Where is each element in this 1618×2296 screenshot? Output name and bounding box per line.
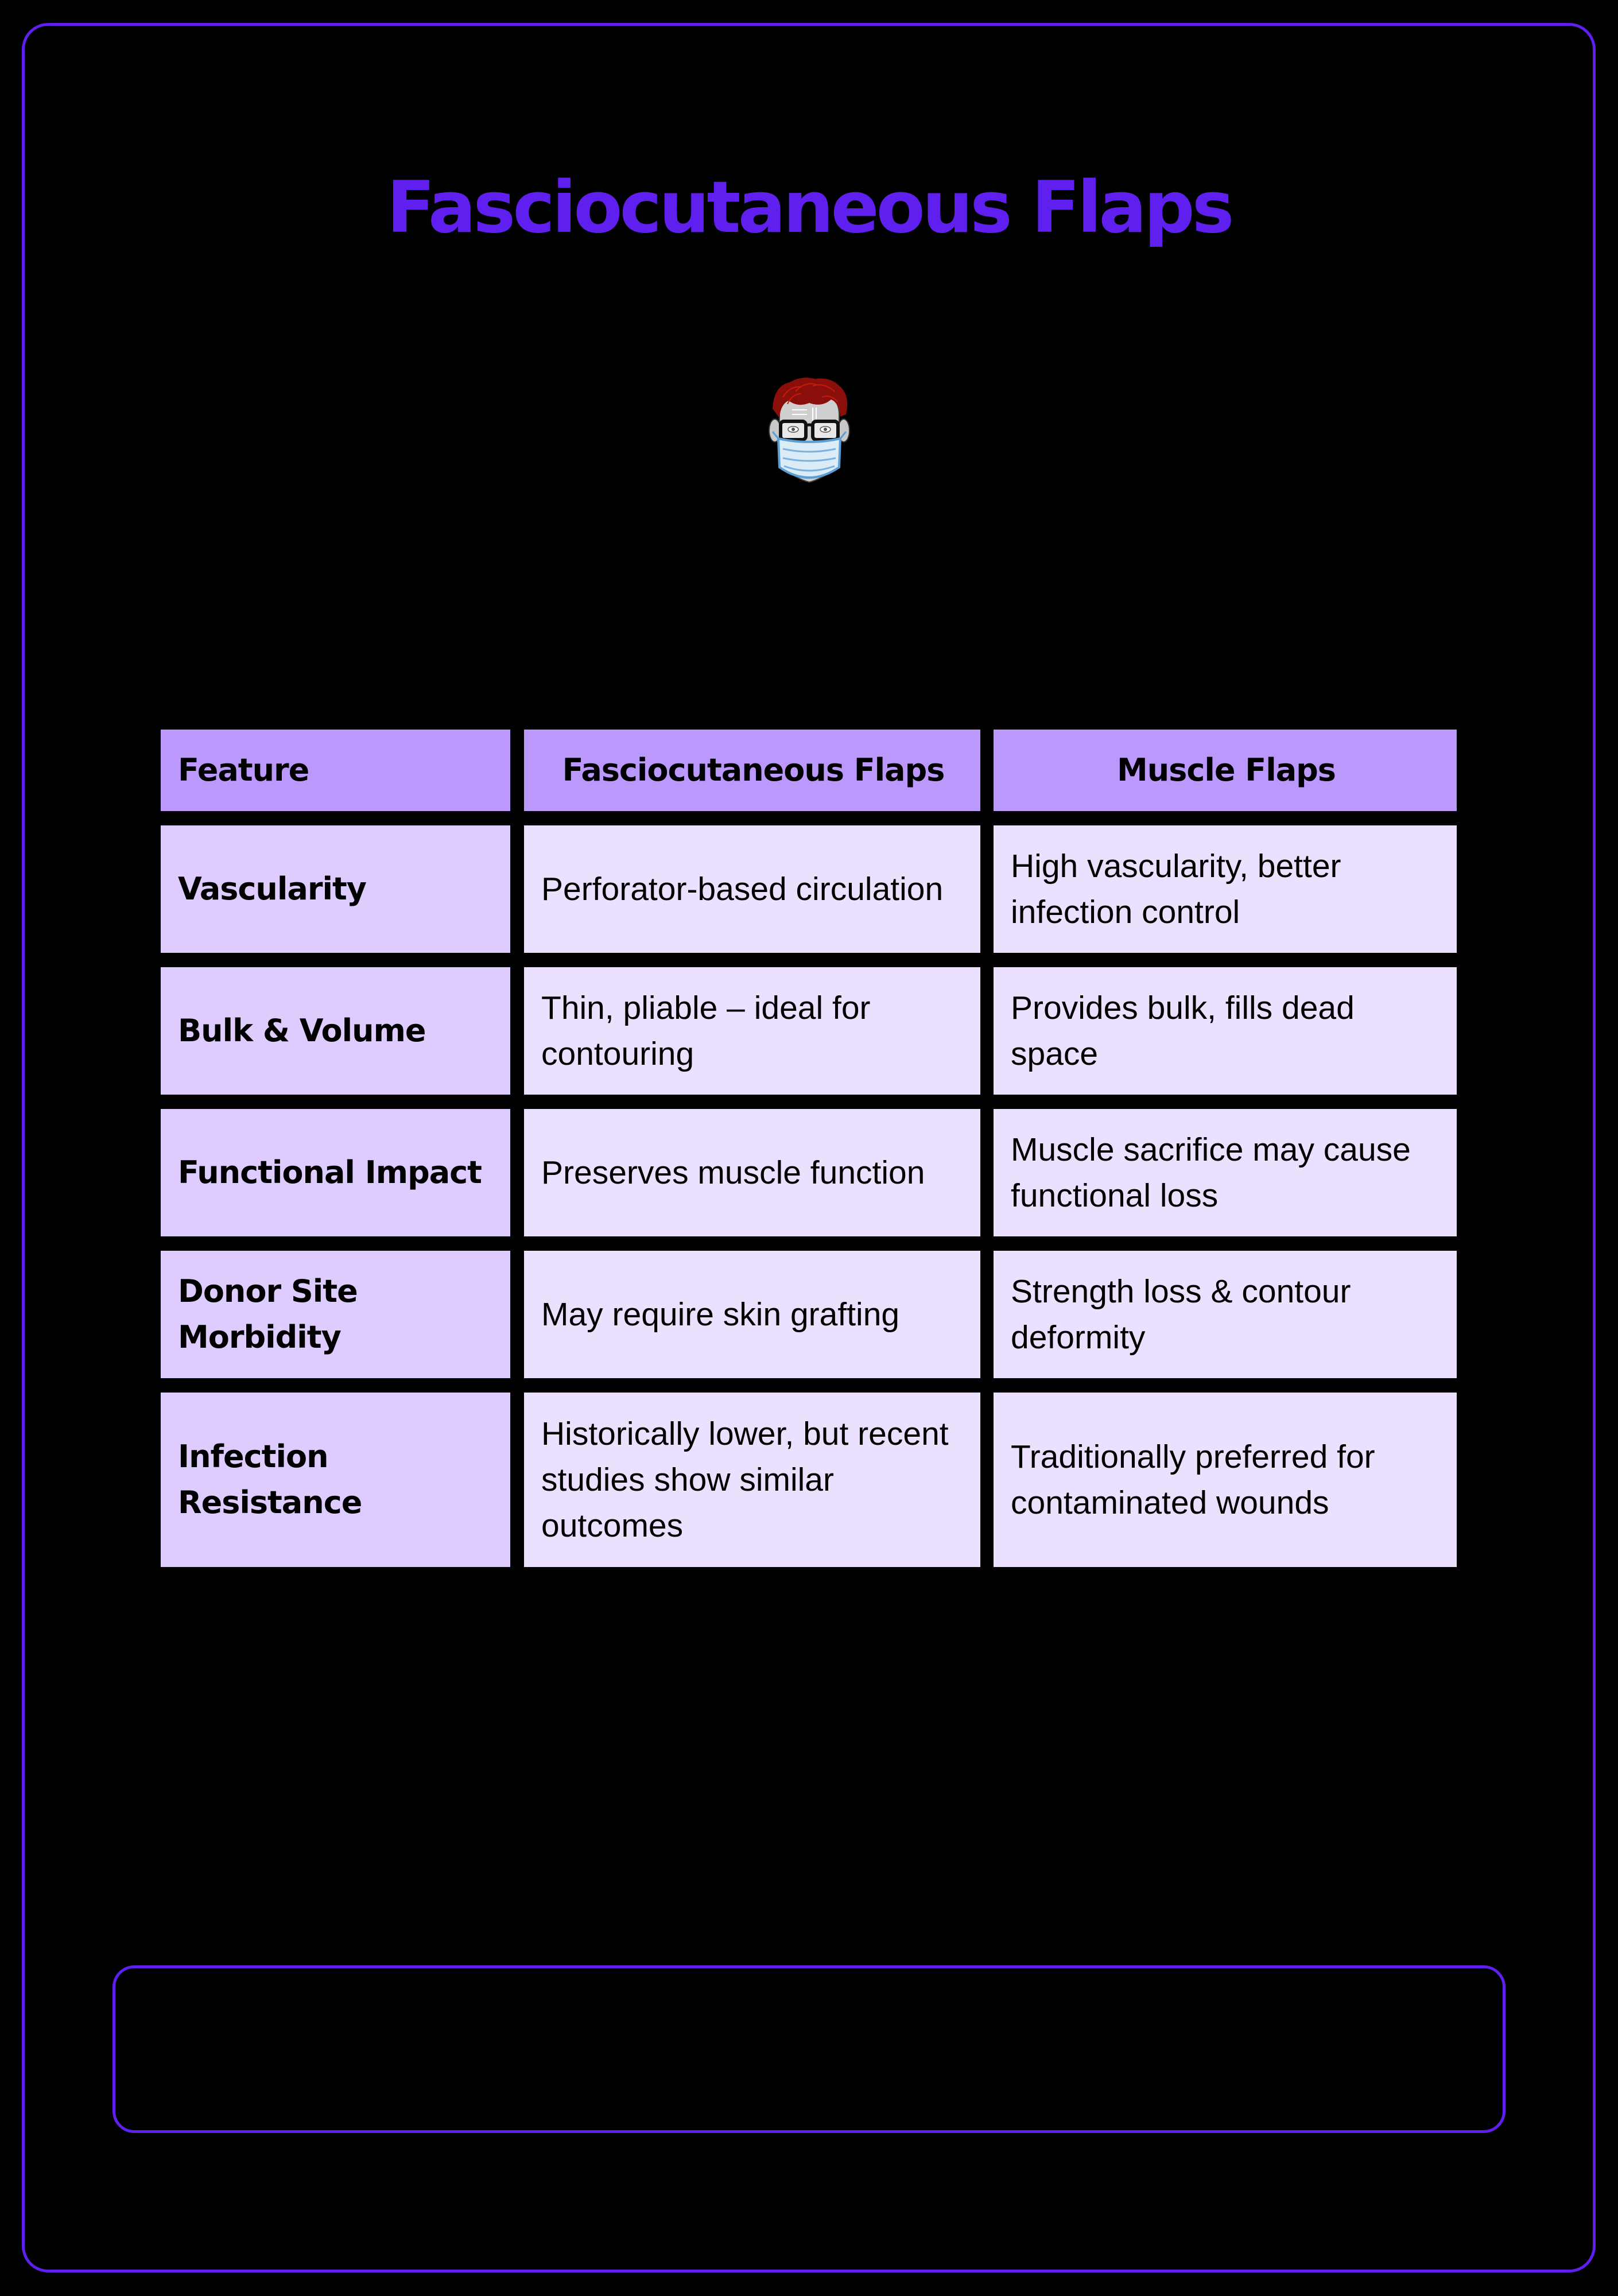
comparison-table: [161, 730, 1457, 1581]
feature-cell: Vascularity: [161, 825, 510, 953]
feature-cell: Infection Resistance: [161, 1393, 510, 1567]
footer-box: [112, 1965, 1506, 2133]
fasciocutaneous-cell: Perforator-based circulation: [524, 825, 980, 953]
fasciocutaneous-cell: May require skin grafting: [524, 1251, 980, 1378]
muscle-cell: Provides bulk, fills dead space: [994, 967, 1457, 1095]
table-header-row: [161, 730, 1457, 811]
page-title: Fasciocutaneous Flaps: [386, 166, 1232, 249]
muscle-cell: Traditionally preferred for contaminated wounds: [994, 1393, 1457, 1567]
table-row: [161, 825, 1457, 953]
header-feature: Feature: [161, 730, 510, 811]
table-row: [161, 1251, 1457, 1378]
muscle-cell: High vascularity, better infection control: [994, 825, 1457, 953]
doctor-avatar-icon: [767, 374, 852, 489]
muscle-cell: Muscle sacrifice may cause functional loss: [994, 1109, 1457, 1236]
table-row: [161, 967, 1457, 1095]
header-fasciocutaneous-flaps: Fasciocutaneous Flaps: [524, 730, 980, 811]
header-muscle-flaps: Muscle Flaps: [994, 730, 1457, 811]
fasciocutaneous-cell: Preserves muscle function: [524, 1109, 980, 1236]
feature-cell: Bulk & Volume: [161, 967, 510, 1095]
table-row: [161, 1109, 1457, 1236]
feature-cell: Donor Site Morbidity: [161, 1251, 510, 1378]
fasciocutaneous-cell: Thin, pliable – ideal for contouring: [524, 967, 980, 1095]
fasciocutaneous-cell: Historically lower, but recent studies show similar outcomes: [524, 1393, 980, 1567]
feature-cell: Functional Impact: [161, 1109, 510, 1236]
table-row: [161, 1393, 1457, 1567]
muscle-cell: Strength loss & contour deformity: [994, 1251, 1457, 1378]
